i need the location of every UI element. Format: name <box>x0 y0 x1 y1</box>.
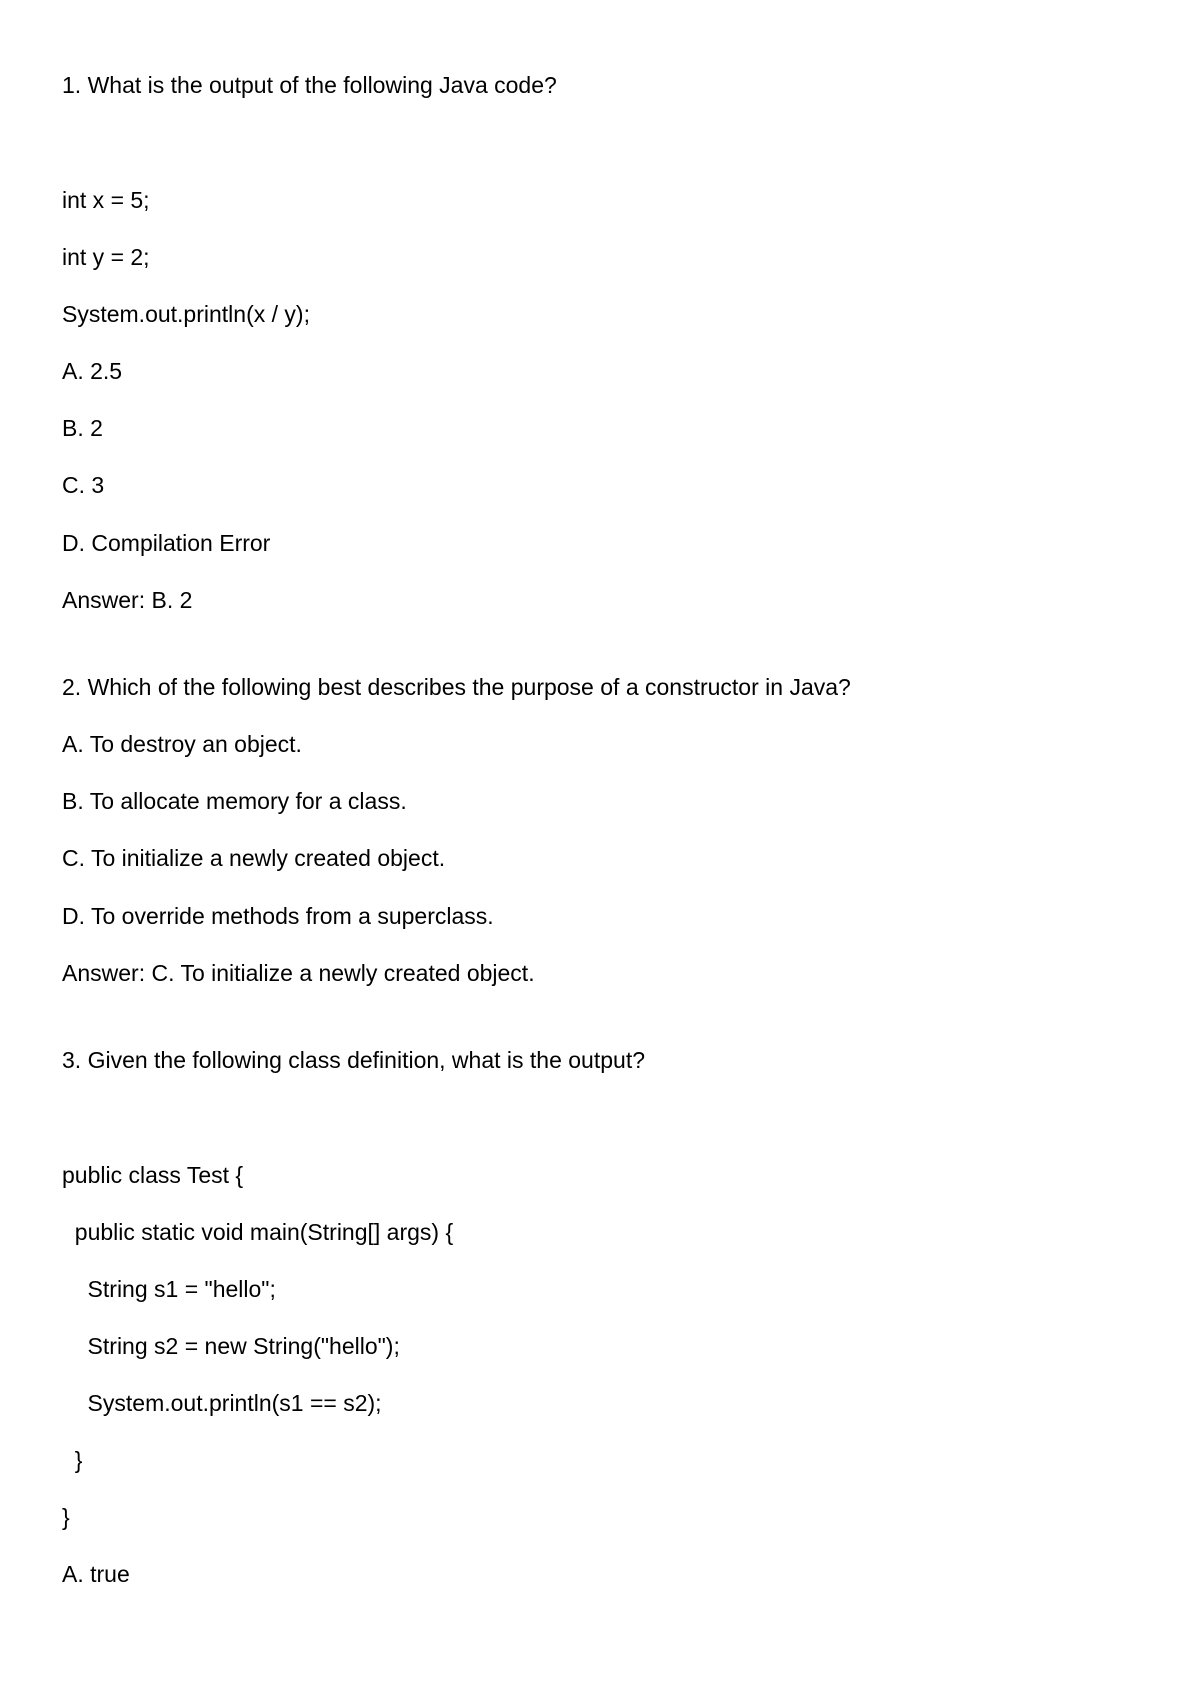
question-1-answer: Answer: B. 2 <box>62 587 193 613</box>
question-2-text: 2. Which of the following best describes the purpose of a constructor in Java? <box>62 674 851 700</box>
question-1-text: 1. What is the output of the following Java code? <box>62 72 557 98</box>
question-3-code-line: public static void main(String[] args) { <box>62 1219 454 1245</box>
question-3-code-line: } <box>62 1447 83 1473</box>
question-1-option-a: A. 2.5 <box>62 358 123 384</box>
question-2-answer: Answer: C. To initialize a newly created object. <box>62 960 535 986</box>
question-2-option-d: D. To override methods from a superclass. <box>62 903 494 929</box>
question-2-option-a: A. To destroy an object. <box>62 731 302 757</box>
question-3-code-line: public class Test { <box>62 1162 244 1188</box>
question-1-option-b: B. 2 <box>62 415 103 441</box>
question-2-option-b: B. To allocate memory for a class. <box>62 788 407 814</box>
question-1-code-line: int x = 5; <box>62 187 150 213</box>
question-3-text: 3. Given the following class definition, what is the output? <box>62 1047 646 1073</box>
question-2-option-c: C. To initialize a newly created object. <box>62 845 446 871</box>
question-1-code-line: int y = 2; <box>62 244 150 270</box>
question-3-code-line: String s2 = new String("hello"); <box>62 1333 400 1359</box>
question-3-code-line: System.out.println(s1 == s2); <box>62 1390 382 1416</box>
question-3-option-a: A. true <box>62 1561 130 1587</box>
question-1-option-d: D. Compilation Error <box>62 530 271 556</box>
question-1-option-c: C. 3 <box>62 472 105 498</box>
question-3-code-line: } <box>62 1504 70 1530</box>
question-1-code-line: System.out.println(x / y); <box>62 301 310 327</box>
question-3-code-line: String s1 = "hello"; <box>62 1276 276 1302</box>
